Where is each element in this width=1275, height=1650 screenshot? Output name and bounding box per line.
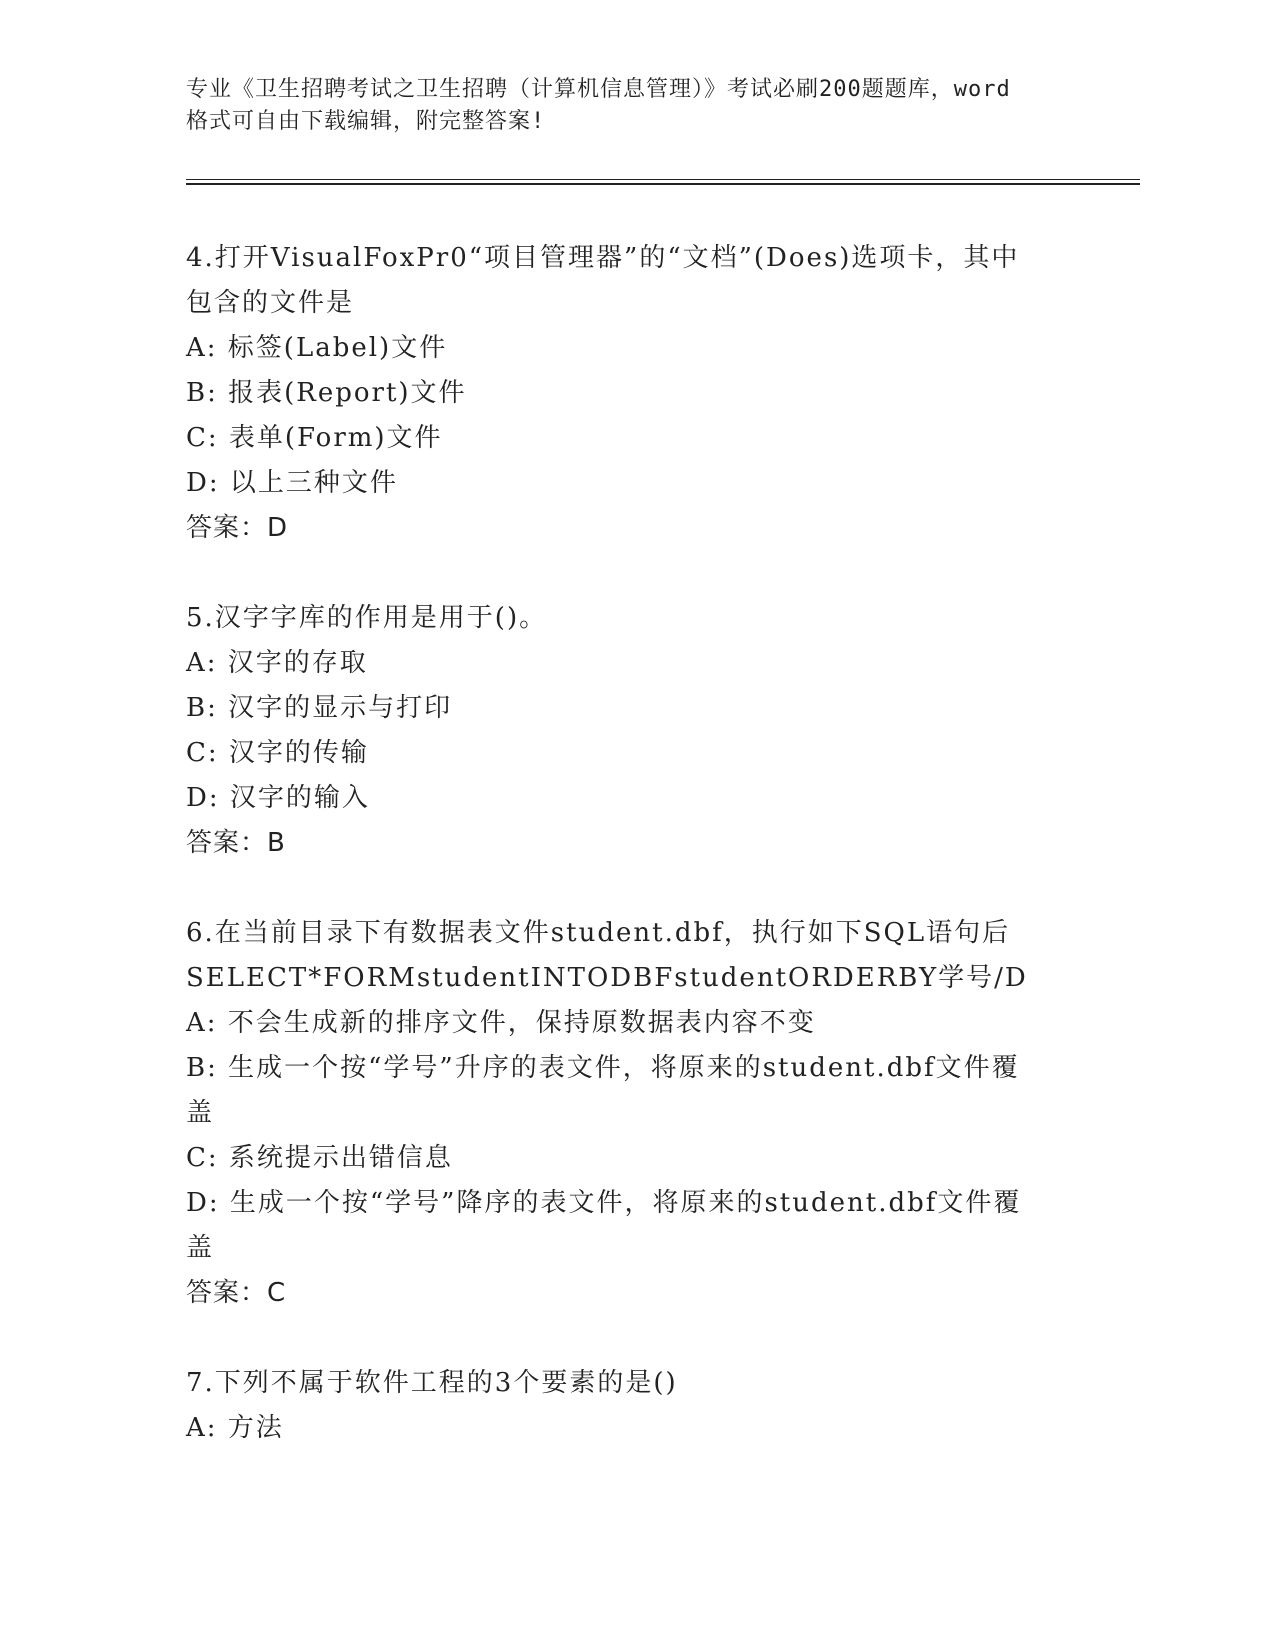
question-stem: 5.汉字字库的作用是用于()。	[186, 603, 548, 633]
option-d: D: 以上三种文件	[186, 468, 398, 498]
question-list	[186, 236, 1086, 1496]
option-d: D: 汉字的输入	[186, 783, 370, 813]
option-c: C: 表单(Form)文件	[186, 423, 443, 453]
header-divider-bottom	[186, 183, 1140, 185]
document-header	[186, 74, 1086, 138]
option-b: B: 汉字的显示与打印	[186, 693, 453, 723]
header-line-2: 格式可自由下载编辑，附完整答案!	[186, 109, 546, 134]
option-b: B: 报表(Report)文件	[186, 378, 467, 408]
question-6	[186, 911, 1086, 1316]
answer: 答案：B	[186, 828, 286, 858]
option-a: A: 不会生成新的排序文件，保持原数据表内容不变	[186, 1008, 816, 1038]
header-divider-top	[186, 179, 1140, 180]
option-c: C: 系统提示出错信息	[186, 1143, 453, 1173]
question-stem: SELECT*FORMstudentINTODBFstudentORDERBY学号/D	[186, 963, 1028, 993]
question-stem: 包含的文件是	[186, 288, 355, 318]
option-b-continued: 盖	[186, 1098, 215, 1128]
option-b: B: 生成一个按“学号”升序的表文件，将原来的student.dbf文件覆	[186, 1053, 1020, 1083]
option-a: A: 方法	[186, 1413, 284, 1443]
question-4	[186, 236, 1086, 551]
option-a: A: 标签(Label)文件	[186, 333, 448, 363]
option-a: A: 汉字的存取	[186, 648, 368, 678]
question-7	[186, 1361, 1086, 1451]
answer: 答案：C	[186, 1278, 287, 1308]
question-stem: 4.打开VisualFoxPr0“项目管理器”的“文档”(Does)选项卡，其中	[186, 243, 1020, 273]
header-line-1: 专业《卫生招聘考试之卫生招聘（计算机信息管理）》考试必刷200题题库，word	[186, 77, 1011, 102]
option-c: C: 汉字的传输	[186, 738, 369, 768]
question-5	[186, 596, 1086, 866]
answer: 答案：D	[186, 513, 289, 543]
question-stem: 6.在当前目录下有数据表文件student.dbf，执行如下SQL语句后	[186, 918, 1011, 948]
option-d-continued: 盖	[186, 1233, 215, 1263]
option-d: D: 生成一个按“学号”降序的表文件，将原来的student.dbf文件覆	[186, 1188, 1022, 1218]
question-stem: 7.下列不属于软件工程的3个要素的是()	[186, 1368, 678, 1398]
